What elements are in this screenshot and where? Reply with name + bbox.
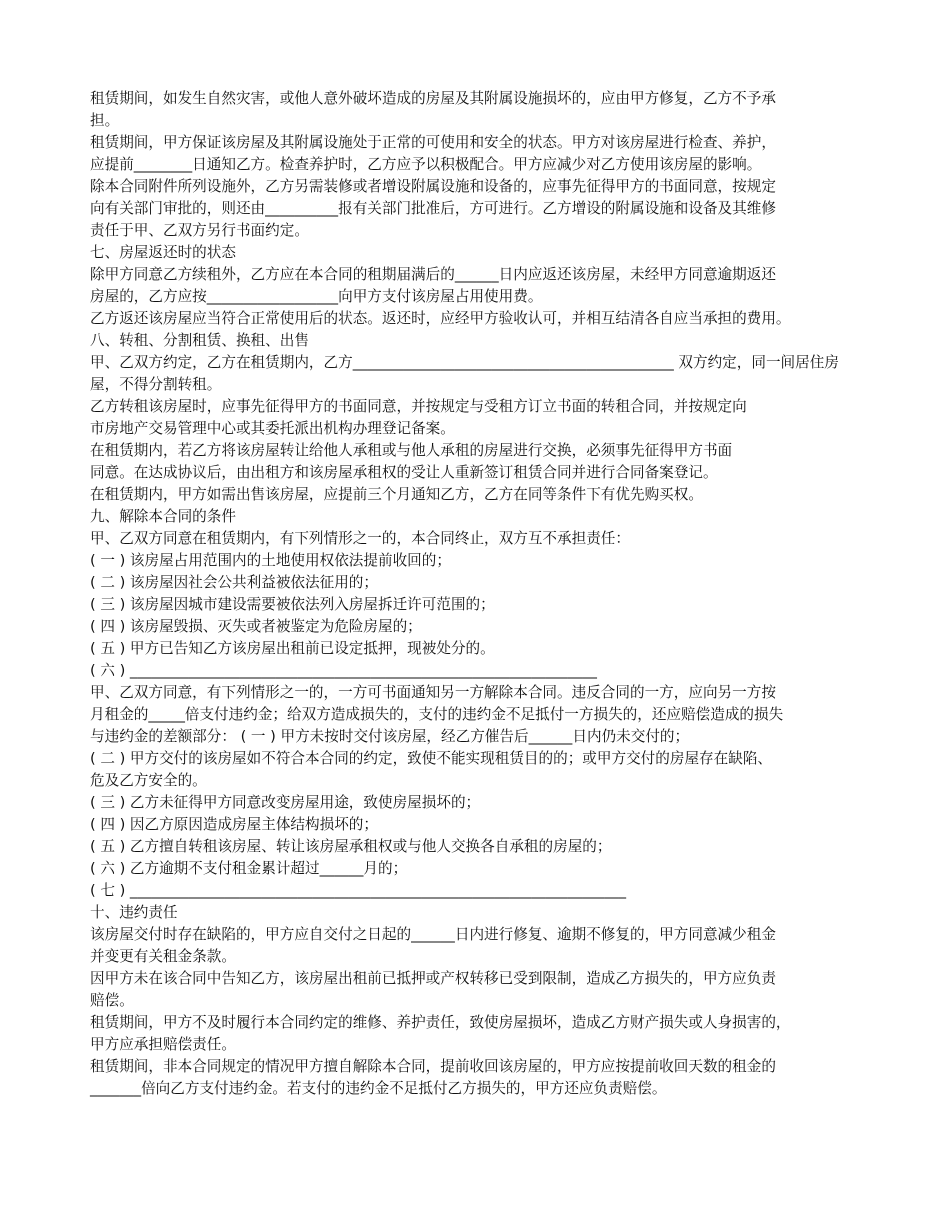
text-line: ( 五 ) 甲方已告知乙方该房屋出租前已设定抵押，现被处分的。 [90,640,495,657]
text-line: 屋，不得分割转租。 [90,376,222,393]
text-line: 八、转租、分割租赁、换租、出售 [90,332,309,349]
text-line: 赔偿。 [90,992,134,1009]
text-line: ( 七 ) ____________________________________________________________________ [90,882,627,899]
text-line: 乙方转租该房屋时，应事先征得甲方的书面同意，并按规定与受租方订立书面的转租合同，并按规定向 [90,398,747,415]
text-line: 除甲方同意乙方续租外，乙方应在本合同的租期届满后的______日内应返还该房屋，未经甲方同意逾期返还 [90,266,776,283]
text-line: 向有关部门审批的，则还由__________报有关部门批准后，方可进行。乙方增设的附属设施和设备及其维修 [90,200,776,217]
text-line: ( 三 ) 该房屋因城市建设需要被依法列入房屋拆迁许可范围的； [90,596,495,613]
text-line: _______倍向乙方支付违约金。若支付的违约金不足抵付乙方损失的，甲方还应负责赔偿。 [90,1080,667,1097]
text-line: 甲、乙双方约定，乙方在租赁期内，乙方____________________________________________ 双方约定，同一间居住房 [90,354,839,371]
text-line: 七、房屋返还时的状态 [90,244,236,261]
text-line: ( 六 ) ________________________________________________________________ [90,662,597,679]
text-line: 租赁期间，甲方保证该房屋及其附属设施处于正常的可使用和安全的状态。甲方对该房屋进行检查、养护， [90,134,776,151]
text-line: 甲方应承担赔偿责任。 [90,1036,236,1053]
text-line: ( 六 ) 乙方逾期不支付租金累计超过______月的； [90,860,408,877]
text-line: 该房屋交付时存在缺陷的，甲方应自交付之日起的______日内进行修复、逾期不修复的，甲方同意减少租金 [90,926,776,943]
text-line: 租赁期间，如发生自然灾害，或他人意外破坏造成的房屋及其附属设施损坏的，应由甲方修复，乙方不予承 [90,90,776,107]
text-line: 甲、乙双方同意在租赁期内，有下列情形之一的，本合同终止，双方互不承担责任： [90,530,630,547]
text-line: 乙方返还该房屋应当符合正常使用后的状态。返还时，应经甲方验收认可，并相互结清各自应当承担的费用。 [90,310,791,327]
text-line: 并变更有关租金条款。 [90,948,236,965]
text-line: ( 三 ) 乙方未征得甲方同意改变房屋用途，致使房屋损坏的； [90,794,481,811]
text-line: 因甲方未在该合同中告知乙方，该房屋出租前已抵押或产权转移已受到限制，造成乙方损失的，甲方应负责 [90,970,776,987]
text-line: 市房地产交易管理中心或其委托派出机构办理登记备案。 [90,420,455,437]
text-line: ( 二 ) 该房屋因社会公共利益被依法征用的； [90,574,378,591]
text-line: 甲、乙双方同意，有下列情形之一的，一方可书面通知另一方解除本合同。违反合同的一方，应向另一方按 [90,684,776,701]
text-line: ( 五 ) 乙方擅自转租该房屋、转让该房屋承租权或与他人交换各自承租的房屋的； [90,838,612,855]
text-line: ( 二 ) 甲方交付的该房屋如不符合本合同的约定，致使不能实现租赁目的的；或甲方交付的房屋存在缺陷、 [90,750,773,767]
text-line: 十、违约责任 [90,904,178,921]
text-line: 九、解除本合同的条件 [90,508,236,525]
text-line: 房屋的，乙方应按__________________向甲方支付该房屋占用使用费。 [90,288,543,305]
text-line: 在租赁期内，甲方如需出售该房屋，应提前三个月通知乙方，乙方在同等条件下有优先购买权。 [90,486,703,503]
text-line: 除本合同附件所列设施外，乙方另需装修或者增设附属设施和设备的，应事先征得甲方的书面同意，按规定 [90,178,776,195]
text-line: ( 四 ) 因乙方原因造成房屋主体结构损坏的； [90,816,378,833]
text-line: 在租赁期内，若乙方将该房屋转让给他人承租或与他人承租的房屋进行交换，必须事先征得甲方书面 [90,442,733,459]
text-line: ( 四 ) 该房屋毁损、灭失或者被鉴定为危险房屋的； [90,618,422,635]
text-line: 月租金的_____倍支付违约金；给双方造成损失的，支付的违约金不足抵付一方损失的，还应赔偿造成的损失 [90,706,784,723]
text-line: ( 一 ) 该房屋占用范围内的土地使用权依法提前收回的； [90,552,451,569]
contract-document [90,88,870,1100]
text-line: 租赁期间，甲方不及时履行本合同约定的维修、养护责任，致使房屋损坏，造成乙方财产损失或人身损害的， [90,1014,791,1031]
text-line: 危及乙方安全的。 [90,772,207,789]
text-line: 租赁期间，非本合同规定的情况甲方擅自解除本合同，提前收回该房屋的，甲方应按提前收回天数的租金的 [90,1058,776,1075]
text-line: 同意。在达成协议后，由出租方和该房屋承租权的受让人重新签订租赁合同并进行合同备案登记。 [90,464,718,481]
text-line: 应提前________日通知乙方。检查养护时，乙方应予以积极配合。甲方应减少对乙方使用该房屋的影响。 [90,156,762,173]
text-line: 担。 [90,112,120,129]
text-line: 责任于甲、乙双方另行书面约定。 [90,222,309,239]
text-line: 与违约金的差额部分： ( 一 ) 甲方未按时交付该房屋，经乙方催告后______日内仍未交付的； [90,728,690,745]
